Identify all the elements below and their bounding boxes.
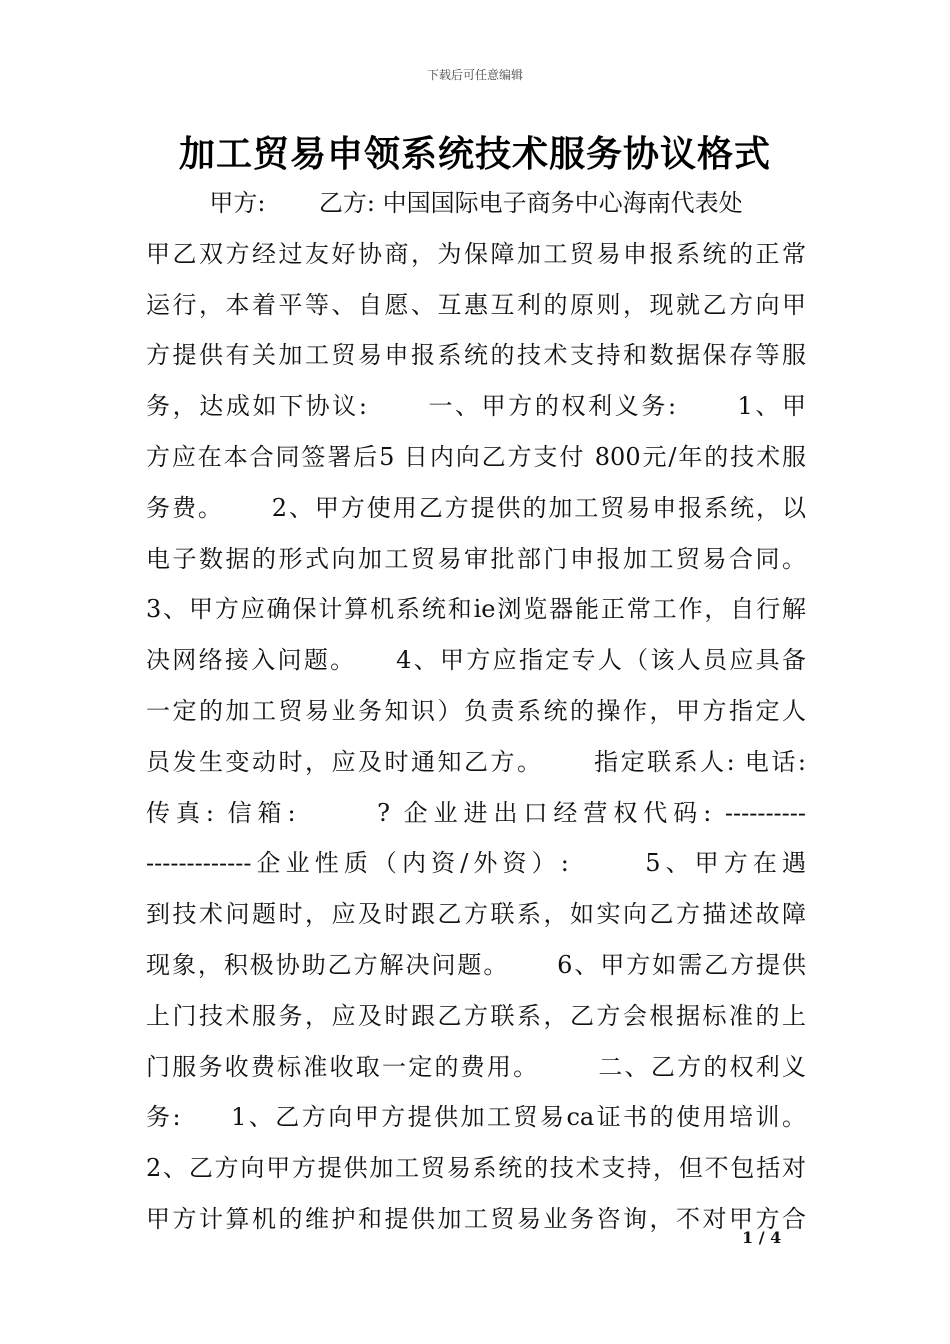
text-line: 一定的加工贸易业务知识）负责系统的操作，甲方指定人 bbox=[146, 696, 806, 725]
text-line: 运行，本着平等、自愿、互惠互利的原则，现就乙方向甲 bbox=[146, 290, 806, 319]
text-line: 电子数据的形式向加工贸易审批部门申报加工贸易合同。 bbox=[146, 544, 806, 573]
text-line: 3、甲方应确保计算机系统和ie浏览器能正常工作，自行解 bbox=[146, 595, 806, 624]
page-number: 1 / 4 bbox=[742, 1228, 782, 1247]
text-line: 上门技术服务，应及时跟乙方联系，乙方会根据标准的上 bbox=[146, 1001, 806, 1030]
text-line: 到技术问题时，应及时跟乙方联系，如实向乙方描述故障 bbox=[146, 900, 806, 929]
text-line: 方提供有关加工贸易申报系统的技术支持和数据保存等服 bbox=[146, 341, 806, 370]
text-line: 2、乙方向甲方提供加工贸易系统的技术支持，但不包括对 bbox=[146, 1154, 806, 1183]
text-line: 现象，积极协助乙方解决问题。 6、甲方如需乙方提供 bbox=[146, 950, 806, 979]
header-note: 下载后可任意编辑 bbox=[426, 68, 523, 82]
text-line: 员发生变动时，应及时通知乙方。 指定联系人: 电话: bbox=[146, 747, 806, 776]
text-line: 方应在本合同签署后5 日内向乙方支付 800元/年的技术服 bbox=[146, 442, 806, 471]
text-line: -------------企业性质（内资/外资）: 5、甲方在遇 bbox=[146, 849, 806, 878]
document-body bbox=[146, 178, 806, 1245]
document-title: 加工贸易申领系统技术服务协议格式 bbox=[178, 133, 771, 175]
text-line: 甲方计算机的维护和提供加工贸易业务咨询，不对甲方合 bbox=[146, 1204, 806, 1233]
text-line: 甲乙双方经过友好协商，为保障加工贸易申报系统的正常 bbox=[146, 239, 806, 268]
text-line: 甲方: 乙方: 中国国际电子商务中心海南代表处 bbox=[209, 189, 743, 217]
text-line: 门服务收费标准收取一定的费用。 二、乙方的权利义 bbox=[146, 1052, 806, 1081]
text-line: 务: 1、乙方向甲方提供加工贸易ca证书的使用培训。 bbox=[146, 1103, 806, 1132]
text-line: 决网络接入问题。 4、甲方应指定专人（该人员应具备 bbox=[146, 646, 806, 675]
text-line: 务，达成如下协议: 一、甲方的权利义务: 1、甲 bbox=[146, 392, 806, 421]
text-line: 传真: 信箱: ? 企业进出口经营权代码: ---------- bbox=[146, 798, 806, 827]
text-line: 务费。 2、甲方使用乙方提供的加工贸易申报系统，以 bbox=[146, 493, 806, 522]
